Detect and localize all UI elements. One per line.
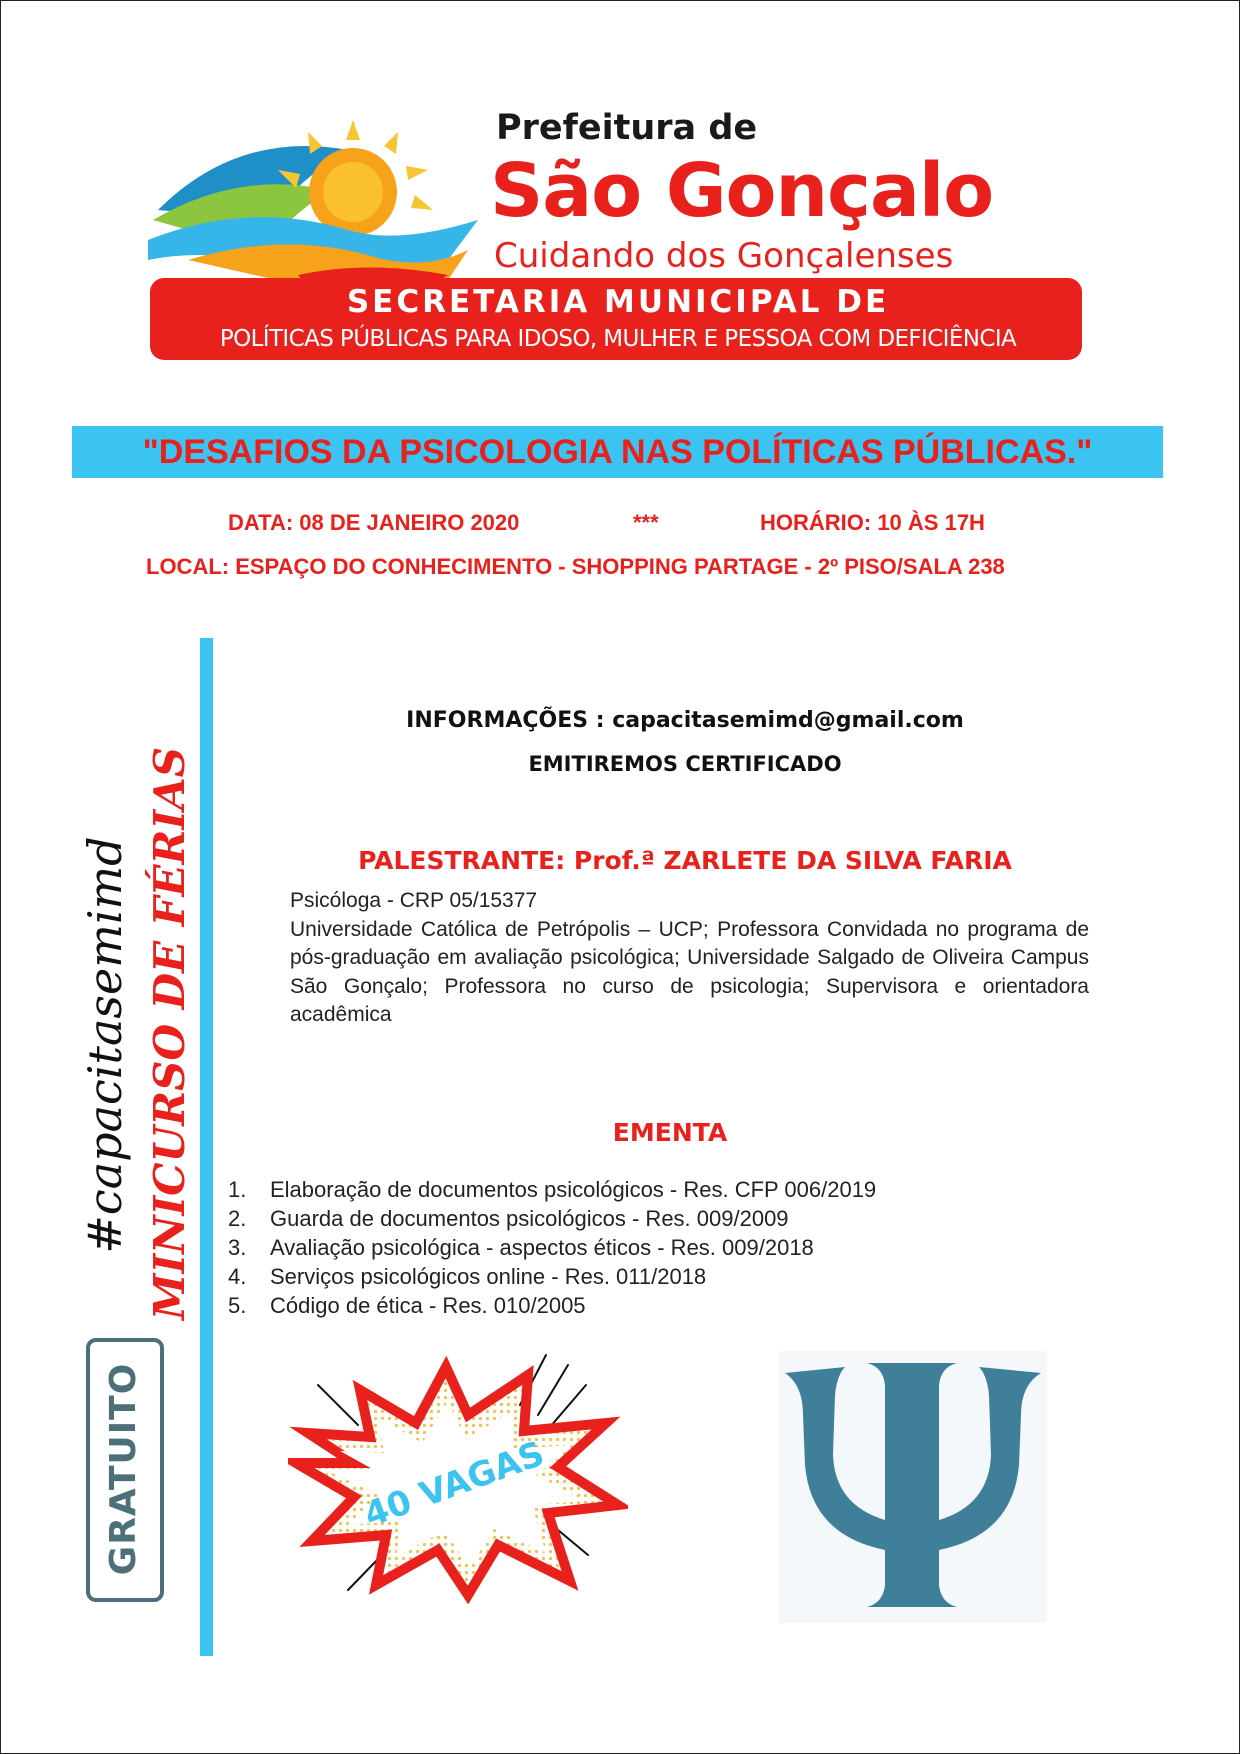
list-item: 1. Elaboração de documentos psicológicos - Res. CFP 006/2019 <box>228 1177 877 1202</box>
vagas-label: 40 VAGAS <box>358 1433 550 1536</box>
speaker-heading: PALESTRANTE: Prof.ª ZARLETE DA SILVA FARIA <box>358 846 1012 875</box>
contact-info: INFORMAÇÕES : capacitasemimd@gmail.com <box>406 708 964 733</box>
speaker-bio-text: Universidade Católica de Petrópolis – UCP; Professora Convidada no programa de pós-graduação em avaliação psicológica; Universidade Salgado de Oliveira Campus São Gonçalo; Professora no curso de psicologia; Supervisora e orientadora acadêmica <box>290 917 1089 1026</box>
hashtag-text: #capacitasemimd <box>78 836 132 1254</box>
list-item: 5. Código de ética - Res. 010/2005 <box>228 1293 586 1318</box>
event-location: LOCAL: ESPAÇO DO CONHECIMENTO - SHOPPING PARTAGE - 2º PISO/SALA 238 <box>146 554 1005 579</box>
speaker-credential: Psicóloga - CRP 05/15377 <box>290 889 538 912</box>
list-item: 2. Guarda de documentos psicológicos - Res. 009/2009 <box>228 1206 789 1231</box>
prefeitura-logo <box>148 100 1088 362</box>
event-title: "DESAFIOS DA PSICOLOGIA NAS POLÍTICAS PÚBLICAS." <box>142 433 1093 471</box>
ementa-list <box>228 1175 1028 1320</box>
list-item: 3. Avaliação psicológica - aspectos éticos - Res. 009/2018 <box>228 1235 814 1260</box>
event-date: DATA: 08 DE JANEIRO 2020 <box>228 510 520 535</box>
psi-symbol-icon <box>775 1345 1050 1625</box>
sidebar-divider <box>200 638 213 1656</box>
starburst-icon <box>288 1345 628 1605</box>
logo-line-1: Prefeitura de <box>496 108 758 148</box>
event-time: HORÁRIO: 10 ÀS 17H <box>760 510 985 535</box>
free-stamp <box>86 1338 162 1600</box>
event-separator: *** <box>633 510 659 535</box>
event-title-bar <box>72 426 1163 478</box>
certificate-note: EMITIREMOS CERTIFICADO <box>528 752 842 776</box>
course-name: MINICURSO DE FÉRIAS <box>145 746 194 1320</box>
speaker-bio <box>290 887 1089 1030</box>
free-stamp-label: GRATUITO <box>103 1362 144 1576</box>
list-item: 4. Serviços psicológicos online - Res. 011/2018 <box>228 1264 707 1289</box>
sun-over-waves-icon <box>148 110 478 290</box>
secretaria-line-1: SECRETARIA MUNICIPAL DE <box>346 284 890 320</box>
logo-city-name: São Gonçalo <box>490 148 994 234</box>
secretaria-line-2: POLÍTICAS PÚBLICAS PARA IDOSO, MULHER E PESSOA COM DEFICIÊNCIA <box>219 326 1017 352</box>
logo-slogan: Cuidando dos Gonçalenses <box>494 236 954 276</box>
ementa-title: EMENTA <box>612 1118 728 1147</box>
